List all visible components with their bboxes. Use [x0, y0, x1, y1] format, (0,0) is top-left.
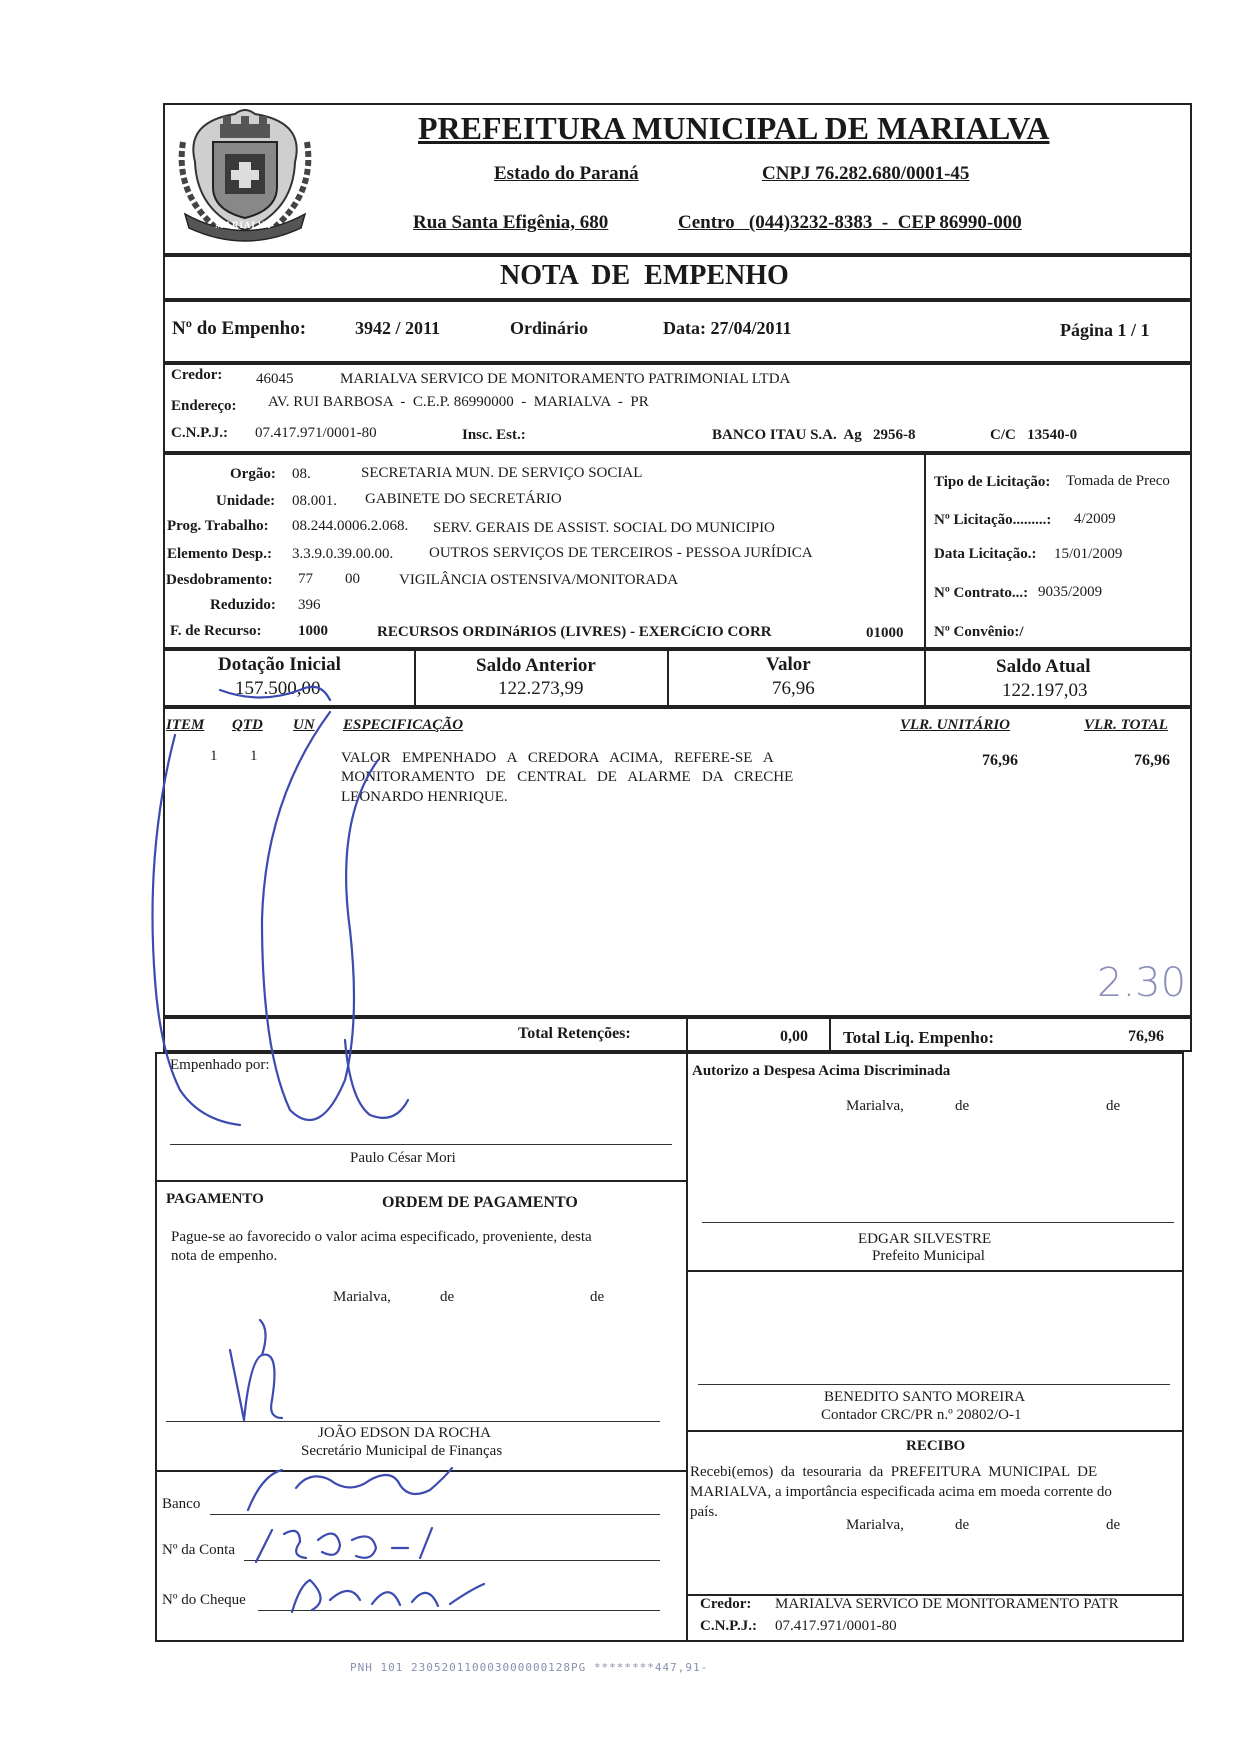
- empenhado-label: Empenhado por:: [170, 1057, 270, 1073]
- item-spec-line: LEONARDO HENRIQUE.: [341, 789, 508, 805]
- recibo-cnpj-label: C.N.P.J.:: [700, 1618, 757, 1634]
- autorizo-de-2: de: [1106, 1098, 1121, 1114]
- convenio-label: Nº Convênio:/: [934, 624, 1024, 640]
- pagamento-text: Pague-se ao favorecido o valor acima especificado, proveniente, desta: [171, 1229, 592, 1245]
- item-qtd: 1: [250, 748, 258, 764]
- prefeito-name: EDGAR SILVESTRE: [858, 1231, 992, 1247]
- fonte-label: F. de Recurso:: [170, 623, 262, 639]
- unidade-name: GABINETE DO SECRETÁRIO: [365, 491, 562, 507]
- recibo-text: Recebi(emos) da tesouraria da PREFEITURA MUNICIPAL DE: [690, 1464, 1098, 1480]
- fonte-extra: 01000: [866, 625, 904, 641]
- handwritten-page-note: 2.30: [1097, 960, 1187, 1006]
- autorizo-de-1: de: [955, 1098, 970, 1114]
- pagamento-text: nota de empenho.: [171, 1248, 278, 1264]
- recibo-text: país.: [690, 1504, 718, 1520]
- desd-label: Desdobramento:: [166, 572, 273, 588]
- pagamento-de-2: de: [590, 1289, 605, 1305]
- dotacao-value: 157.500,00: [235, 678, 321, 699]
- orgao-name: SECRETARIA MUN. DE SERVIÇO SOCIAL: [361, 465, 643, 481]
- elem-label: Elemento Desp.:: [167, 546, 272, 562]
- valor-label: Valor: [766, 654, 811, 675]
- recibo-credor: MARIALVA SERVICO DE MONITORAMENTO PATR: [775, 1596, 1119, 1612]
- recibo-title: RECIBO: [906, 1438, 966, 1454]
- contrato-label: Nº Contrato...:: [934, 585, 1029, 601]
- recibo-de-2: de: [1106, 1517, 1121, 1533]
- pagamento-place: Marialva,: [333, 1289, 391, 1305]
- saldo-anterior-label: Saldo Anterior: [476, 655, 596, 676]
- footer-code: PNH 101 230520110003000000128PG ********447,91-: [350, 1661, 709, 1674]
- licitacao-data: 15/01/2009: [1054, 546, 1123, 562]
- conta-label: Nº da Conta: [162, 1542, 235, 1558]
- unidade-label: Unidade:: [216, 493, 276, 509]
- contrato-num: 9035/2009: [1038, 584, 1103, 600]
- liq-empenho-value: 76,96: [1128, 1028, 1164, 1045]
- licitacao-tipo-label: Tipo de Licitação:: [934, 474, 1051, 490]
- credor-cc: C/C 13540-0: [990, 427, 1078, 443]
- prog-code: 08.244.0006.2.068.: [292, 518, 409, 534]
- contador-role: Contador CRC/PR n.º 20802/O-1: [821, 1407, 1022, 1423]
- empenhado-name: Paulo César Mori: [350, 1150, 456, 1166]
- saldo-atual-value: 122.197,03: [1002, 680, 1088, 701]
- dotacao-label: Dotação Inicial: [218, 654, 341, 675]
- col-spec: ESPECIFICAÇÃO: [343, 717, 464, 733]
- credor-bank: BANCO ITAU S.A. Ag 2956-8: [712, 427, 916, 443]
- col-item: ITEM: [166, 717, 205, 733]
- fonte-name: RECURSOS ORDINáRIOS (LIVRES) - EXERCíCIO CORR: [377, 624, 772, 640]
- empenho-label: Nº do Empenho:: [172, 318, 307, 339]
- cnpj-label: C.N.P.J.:: [171, 425, 228, 441]
- prog-label: Prog. Trabalho:: [167, 518, 269, 534]
- elem-code: 3.3.9.0.39.00.00.: [292, 546, 394, 562]
- header-contact: Centro (044)3232-8383 - CEP 86990-000: [678, 212, 1022, 233]
- orgao-label: Orgão:: [230, 466, 276, 482]
- pagamento-label: PAGAMENTO: [166, 1191, 264, 1207]
- licitacao-data-label: Data Licitação.:: [934, 546, 1037, 562]
- seal-banner-text: MARIALVA: [215, 220, 272, 230]
- item-unit-value: 76,96: [982, 752, 1018, 769]
- retencoes-value: 0,00: [780, 1028, 808, 1045]
- liq-empenho-label: Total Liq. Empenho:: [843, 1028, 994, 1047]
- item-spec-line: VALOR EMPENHADO A CREDORA ACIMA, REFERE-SE A: [341, 750, 774, 766]
- col-qtd: QTD: [232, 717, 263, 733]
- pagamento-de-1: de: [440, 1289, 455, 1305]
- empenho-date: Data: 27/04/2011: [663, 318, 792, 338]
- banco-label: Banco: [162, 1496, 201, 1512]
- saldo-atual-label: Saldo Atual: [996, 656, 1091, 677]
- desd-code: 77: [298, 571, 313, 587]
- reduzido-label: Reduzido:: [210, 597, 276, 613]
- autorizo-label: Autorizo a Despesa Acima Discriminada: [692, 1063, 951, 1079]
- desd-name: VIGILÂNCIA OSTENSIVA/MONITORADA: [399, 572, 679, 588]
- prefeito-role: Prefeito Municipal: [872, 1248, 985, 1264]
- desd-sub: 00: [345, 571, 360, 587]
- header-cnpj: CNPJ 76.282.680/0001-45: [762, 163, 970, 184]
- licitacao-num-label: Nº Licitação.........:: [934, 512, 1052, 528]
- address-label: Endereço:: [171, 398, 237, 414]
- contador-name: BENEDITO SANTO MOREIRA: [824, 1389, 1026, 1405]
- valor-value: 76,96: [772, 678, 815, 699]
- doc-title: NOTA DE EMPENHO: [500, 260, 789, 291]
- cheque-label: Nº do Cheque: [162, 1592, 246, 1608]
- reduzido-code: 396: [298, 597, 321, 613]
- empenho-type: Ordinário: [510, 318, 589, 338]
- header-title: PREFEITURA MUNICIPAL DE MARIALVA: [418, 110, 1050, 146]
- prog-name: SERV. GERAIS DE ASSIST. SOCIAL DO MUNICIPIO: [433, 520, 775, 536]
- retencoes-label: Total Retenções:: [518, 1025, 631, 1042]
- recibo-text: MARIALVA, a importância especificada acima em moeda corrente do: [690, 1484, 1112, 1500]
- licitacao-num: 4/2009: [1074, 511, 1116, 527]
- elem-name: OUTROS SERVIÇOS DE TERCEIROS - PESSOA JURÍDICA: [429, 545, 813, 561]
- item-number: 1: [210, 748, 218, 764]
- empenho-number: 3942 / 2011: [355, 318, 441, 338]
- recibo-de-1: de: [955, 1517, 970, 1533]
- col-total: VLR. TOTAL: [1084, 717, 1168, 733]
- recibo-credor-label: Credor:: [700, 1596, 752, 1612]
- col-un: UN: [293, 717, 315, 733]
- credor-address: AV. RUI BARBOSA - C.E.P. 86990000 - MARIALVA - PR: [268, 394, 649, 410]
- recibo-place: Marialva,: [846, 1517, 904, 1533]
- unidade-code: 08.001.: [292, 493, 337, 509]
- recibo-cnpj: 07.417.971/0001-80: [775, 1618, 897, 1634]
- ordem-pagamento: ORDEM DE PAGAMENTO: [382, 1194, 578, 1211]
- empenho-page: Página 1 / 1: [1060, 320, 1150, 340]
- insc-label: Insc. Est.:: [462, 427, 526, 443]
- autorizo-place: Marialva,: [846, 1098, 904, 1114]
- fonte-code: 1000: [298, 623, 328, 639]
- saldo-anterior-value: 122.273,99: [498, 678, 584, 699]
- credor-code: 46045: [256, 371, 294, 387]
- header-state: Estado do Paraná: [494, 163, 639, 184]
- orgao-code: 08.: [292, 466, 311, 482]
- credor-cnpj: 07.417.971/0001-80: [255, 425, 377, 441]
- licitacao-tipo: Tomada de Preco: [1066, 473, 1170, 489]
- credor-name: MARIALVA SERVICO DE MONITORAMENTO PATRIMONIAL LTDA: [340, 371, 791, 387]
- item-total-value: 76,96: [1134, 752, 1170, 769]
- item-spec-line: MONITORAMENTO DE CENTRAL DE ALARME DA CRECHE: [341, 769, 794, 785]
- header-address: Rua Santa Efigênia, 680: [413, 212, 609, 233]
- col-unit: VLR. UNITÁRIO: [900, 717, 1011, 733]
- credor-label: Credor:: [171, 367, 223, 383]
- secretario-name: JOÃO EDSON DA ROCHA: [318, 1425, 491, 1441]
- secretario-role: Secretário Municipal de Finanças: [301, 1443, 503, 1459]
